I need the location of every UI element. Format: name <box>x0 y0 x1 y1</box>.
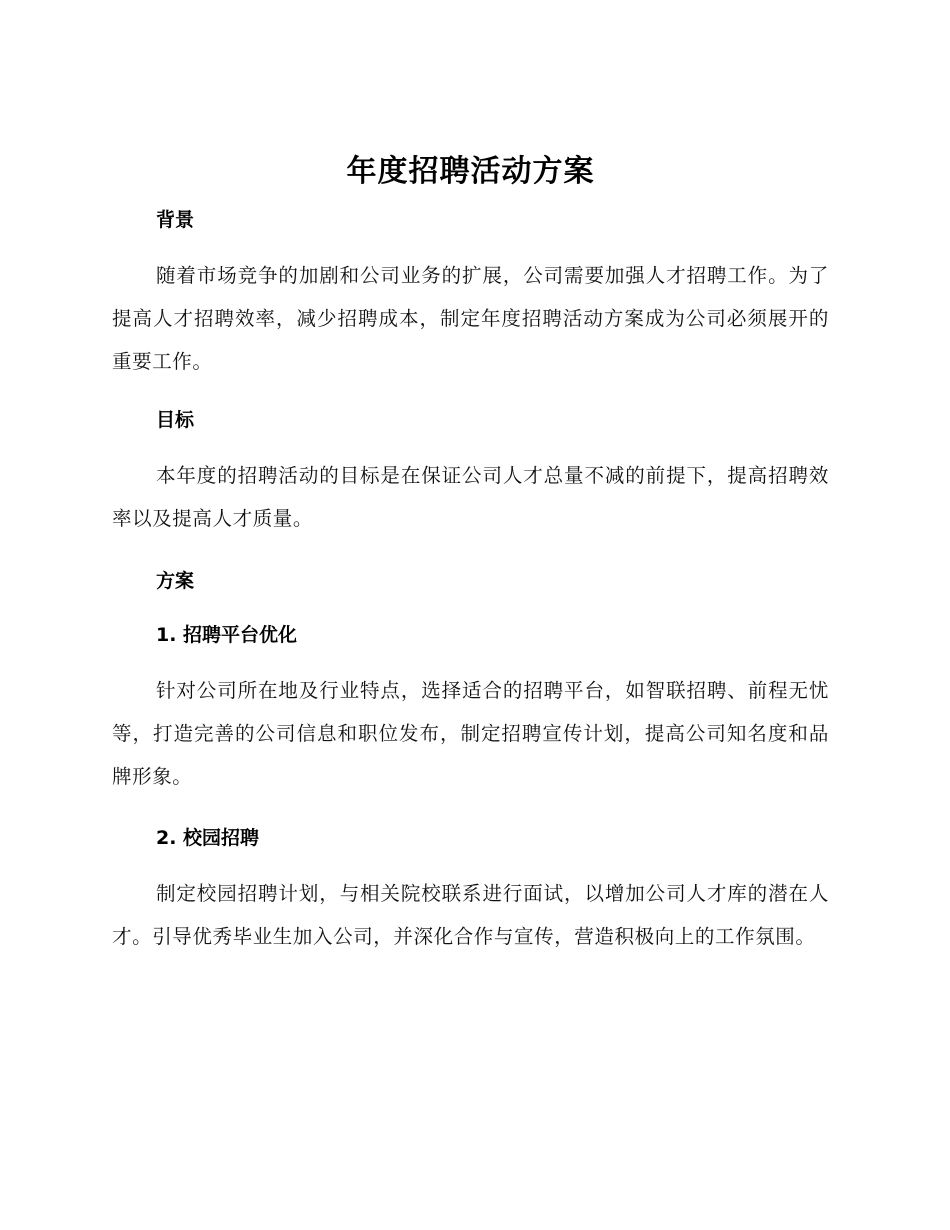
plan-heading: 方案 <box>156 570 195 592</box>
background-paragraph: 随着市场竞争的加剧和公司业务的扩展，公司需要加强人才招聘工作。为了提高人才招聘效率，减少招聘成本，制定年度招聘活动方案成为公司必须展开的重要工作。 <box>112 264 829 373</box>
goal-paragraph: 本年度的招聘活动的目标是在保证公司人才总量不减的前提下，提高招聘效率以及提高人才质量。 <box>112 464 829 530</box>
plan-item-1-paragraph: 针对公司所在地及行业特点，选择适合的招聘平台，如智联招聘、前程无忧等，打造完善的公司信息和职位发布，制定招聘宣传计划，提高公司知名度和品牌形象。 <box>112 679 829 788</box>
plan-item-1-heading: 1. 招聘平台优化 <box>156 624 298 646</box>
document-title: 年度招聘活动方案 <box>346 154 595 189</box>
document-body <box>112 148 829 958</box>
goal-heading: 目标 <box>156 409 195 431</box>
background-heading: 背景 <box>156 209 195 231</box>
plan-item-2-heading: 2. 校园招聘 <box>156 827 260 849</box>
plan-item-2-paragraph: 制定校园招聘计划，与相关院校联系进行面试，以增加公司人才库的潜在人才。引导优秀毕业生加入公司，并深化合作与宣传，营造积极向上的工作氛围。 <box>112 882 829 948</box>
